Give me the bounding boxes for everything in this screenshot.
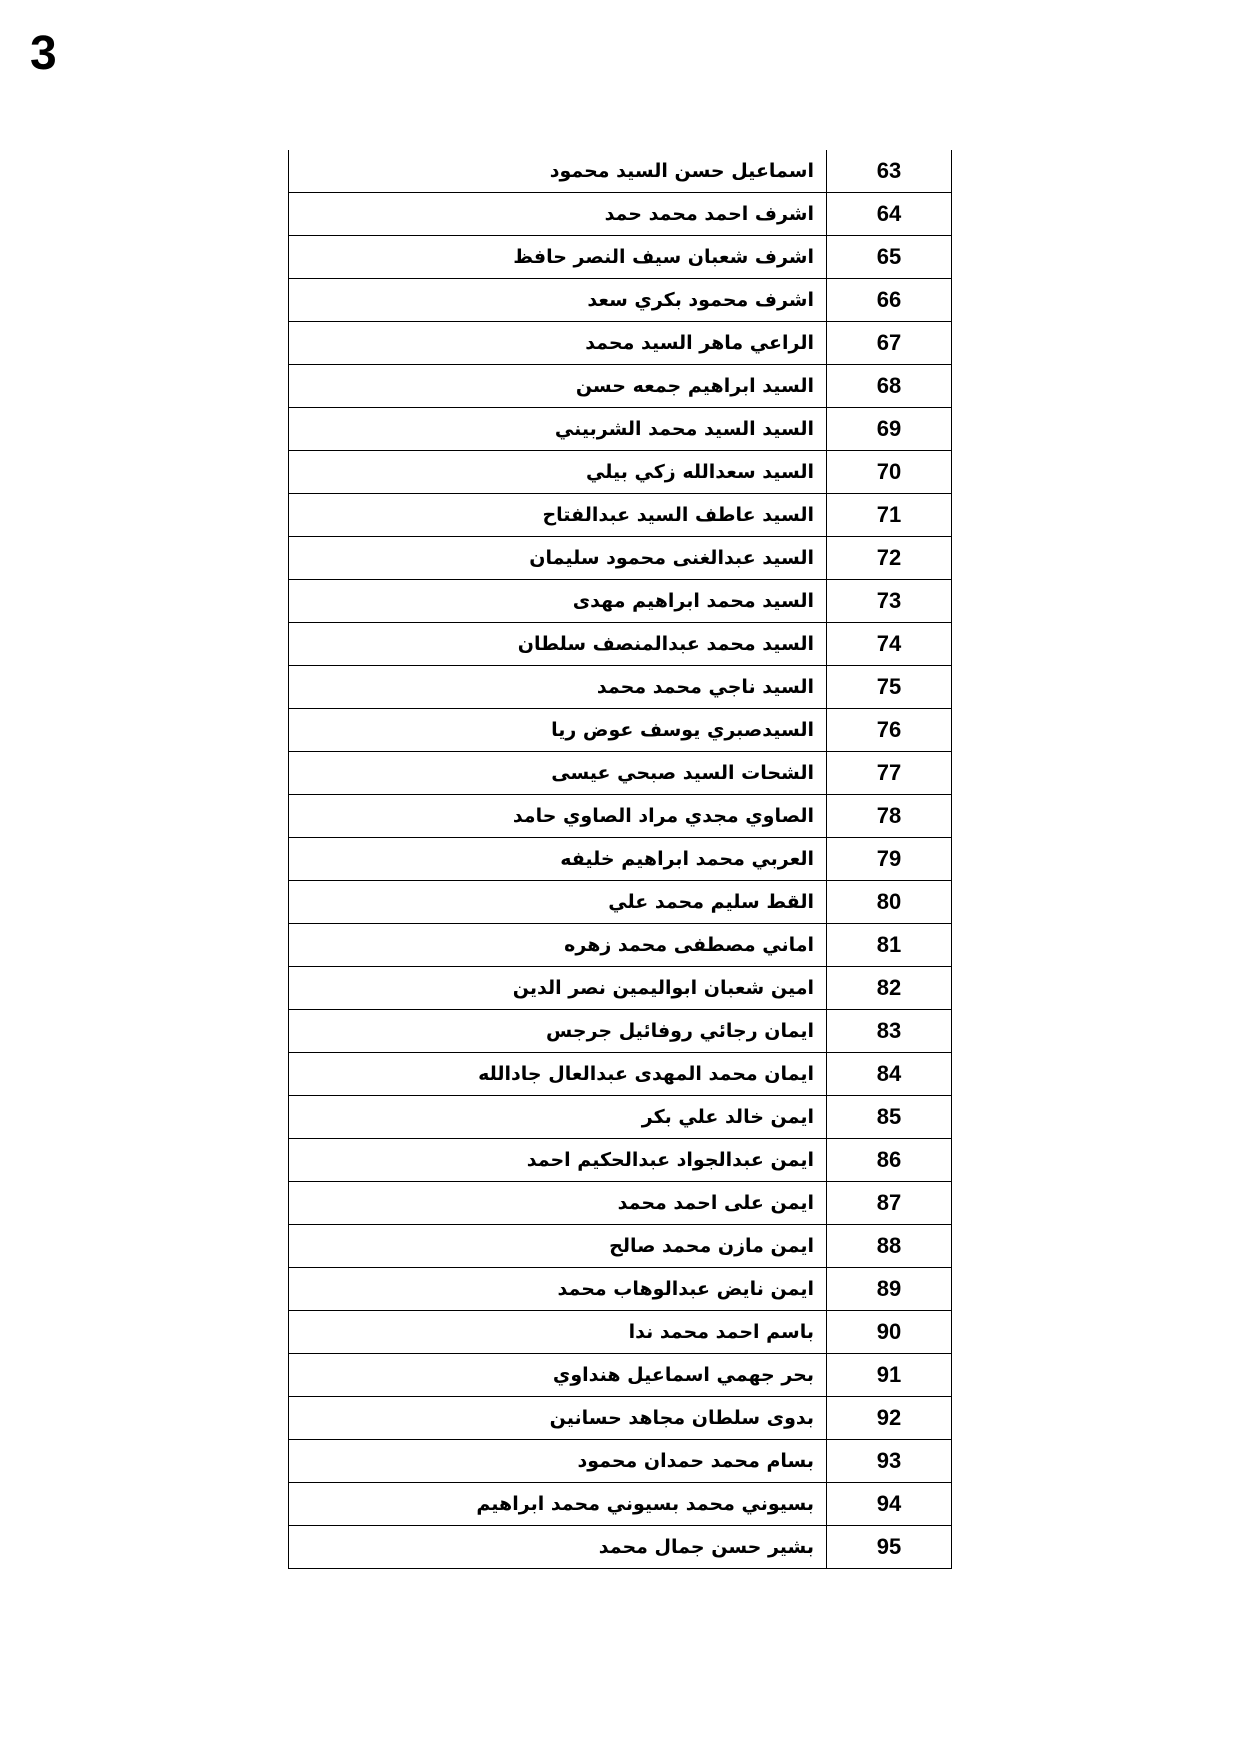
row-number: 81	[827, 924, 952, 967]
row-name: باسم احمد محمد ندا	[289, 1311, 827, 1354]
row-name: بحر جهمي اسماعيل هنداوي	[289, 1354, 827, 1397]
row-name: اشرف احمد محمد حمد	[289, 193, 827, 236]
table-row	[289, 795, 952, 838]
table-row	[289, 193, 952, 236]
row-name: السيد محمد عبدالمنصف سلطان	[289, 623, 827, 666]
row-name: ايمان محمد المهدى عبدالعال جادالله	[289, 1053, 827, 1096]
table-row	[289, 494, 952, 537]
page-number: 3	[30, 27, 57, 80]
table-row	[289, 1096, 952, 1139]
row-number: 67	[827, 322, 952, 365]
row-name: السيدصبري يوسف عوض ريا	[289, 709, 827, 752]
row-name: ايمن نايض عبدالوهاب محمد	[289, 1268, 827, 1311]
names-table	[288, 150, 952, 1569]
table-row	[289, 1354, 952, 1397]
table-row	[289, 752, 952, 795]
row-number: 75	[827, 666, 952, 709]
table-row	[289, 1268, 952, 1311]
row-name: السيد ابراهيم جمعه حسن	[289, 365, 827, 408]
row-name: امين شعبان ابواليمين نصر الدين	[289, 967, 827, 1010]
table-row	[289, 279, 952, 322]
row-number: 94	[827, 1483, 952, 1526]
row-number: 63	[827, 150, 952, 193]
row-name: اسماعيل حسن السيد محمود	[289, 150, 827, 193]
row-name: الشحات السيد صبحي عيسى	[289, 752, 827, 795]
row-number: 70	[827, 451, 952, 494]
table-row	[289, 924, 952, 967]
row-name: بسيوني محمد بسيوني محمد ابراهيم	[289, 1483, 827, 1526]
table-row	[289, 1139, 952, 1182]
row-number: 69	[827, 408, 952, 451]
table-row	[289, 967, 952, 1010]
row-name: السيد سعدالله زكي بيلي	[289, 451, 827, 494]
row-number: 92	[827, 1397, 952, 1440]
row-name: الصاوي مجدي مراد الصاوي حامد	[289, 795, 827, 838]
table-row	[289, 1483, 952, 1526]
row-number: 74	[827, 623, 952, 666]
row-number: 95	[827, 1526, 952, 1569]
row-name: السيد ناجي محمد محمد	[289, 666, 827, 709]
row-name: اماني مصطفى محمد زهره	[289, 924, 827, 967]
row-name: بسام محمد حمدان محمود	[289, 1440, 827, 1483]
row-number: 85	[827, 1096, 952, 1139]
table-row	[289, 408, 952, 451]
row-name: ايمن عبدالجواد عبدالحكيم احمد	[289, 1139, 827, 1182]
row-number: 76	[827, 709, 952, 752]
row-name: اشرف شعبان سيف النصر حافظ	[289, 236, 827, 279]
row-number: 87	[827, 1182, 952, 1225]
table-row	[289, 1053, 952, 1096]
row-name: السيد السيد محمد الشربيني	[289, 408, 827, 451]
row-number: 80	[827, 881, 952, 924]
table-row	[289, 580, 952, 623]
table-row	[289, 709, 952, 752]
row-name: ايمن على احمد محمد	[289, 1182, 827, 1225]
row-number: 93	[827, 1440, 952, 1483]
table-row	[289, 365, 952, 408]
row-number: 78	[827, 795, 952, 838]
row-name: اشرف محمود بكري سعد	[289, 279, 827, 322]
row-number: 83	[827, 1010, 952, 1053]
row-number: 68	[827, 365, 952, 408]
table-row	[289, 623, 952, 666]
row-number: 89	[827, 1268, 952, 1311]
row-name: بشير حسن جمال محمد	[289, 1526, 827, 1569]
row-number: 91	[827, 1354, 952, 1397]
table-row	[289, 150, 952, 193]
row-number: 66	[827, 279, 952, 322]
row-number: 64	[827, 193, 952, 236]
row-name: السيد عاطف السيد عبدالفتاح	[289, 494, 827, 537]
row-name: العربي محمد ابراهيم خليفه	[289, 838, 827, 881]
table-row	[289, 537, 952, 580]
table-row	[289, 1225, 952, 1268]
row-number: 73	[827, 580, 952, 623]
row-name: السيد محمد ابراهيم مهدى	[289, 580, 827, 623]
row-name: ايمن خالد علي بكر	[289, 1096, 827, 1139]
table-row	[289, 666, 952, 709]
row-number: 65	[827, 236, 952, 279]
table-row	[289, 1526, 952, 1569]
table-row	[289, 1182, 952, 1225]
row-name: بدوى سلطان مجاهد حسانين	[289, 1397, 827, 1440]
row-name: الراعي ماهر السيد محمد	[289, 322, 827, 365]
names-table-body	[289, 150, 952, 1569]
row-number: 72	[827, 537, 952, 580]
table-row	[289, 881, 952, 924]
table-row	[289, 1397, 952, 1440]
table-row	[289, 1440, 952, 1483]
row-number: 90	[827, 1311, 952, 1354]
row-number: 71	[827, 494, 952, 537]
row-name: ايمن مازن محمد صالح	[289, 1225, 827, 1268]
table-row	[289, 1010, 952, 1053]
table-row	[289, 1311, 952, 1354]
row-number: 79	[827, 838, 952, 881]
row-number: 82	[827, 967, 952, 1010]
table-row	[289, 322, 952, 365]
row-number: 84	[827, 1053, 952, 1096]
row-name: السيد عبدالغنى محمود سليمان	[289, 537, 827, 580]
row-name: القط سليم محمد علي	[289, 881, 827, 924]
row-number: 86	[827, 1139, 952, 1182]
table-row	[289, 838, 952, 881]
row-name: ايمان رجائي روفائيل جرجس	[289, 1010, 827, 1053]
row-number: 88	[827, 1225, 952, 1268]
row-number: 77	[827, 752, 952, 795]
table-row	[289, 451, 952, 494]
table-row	[289, 236, 952, 279]
